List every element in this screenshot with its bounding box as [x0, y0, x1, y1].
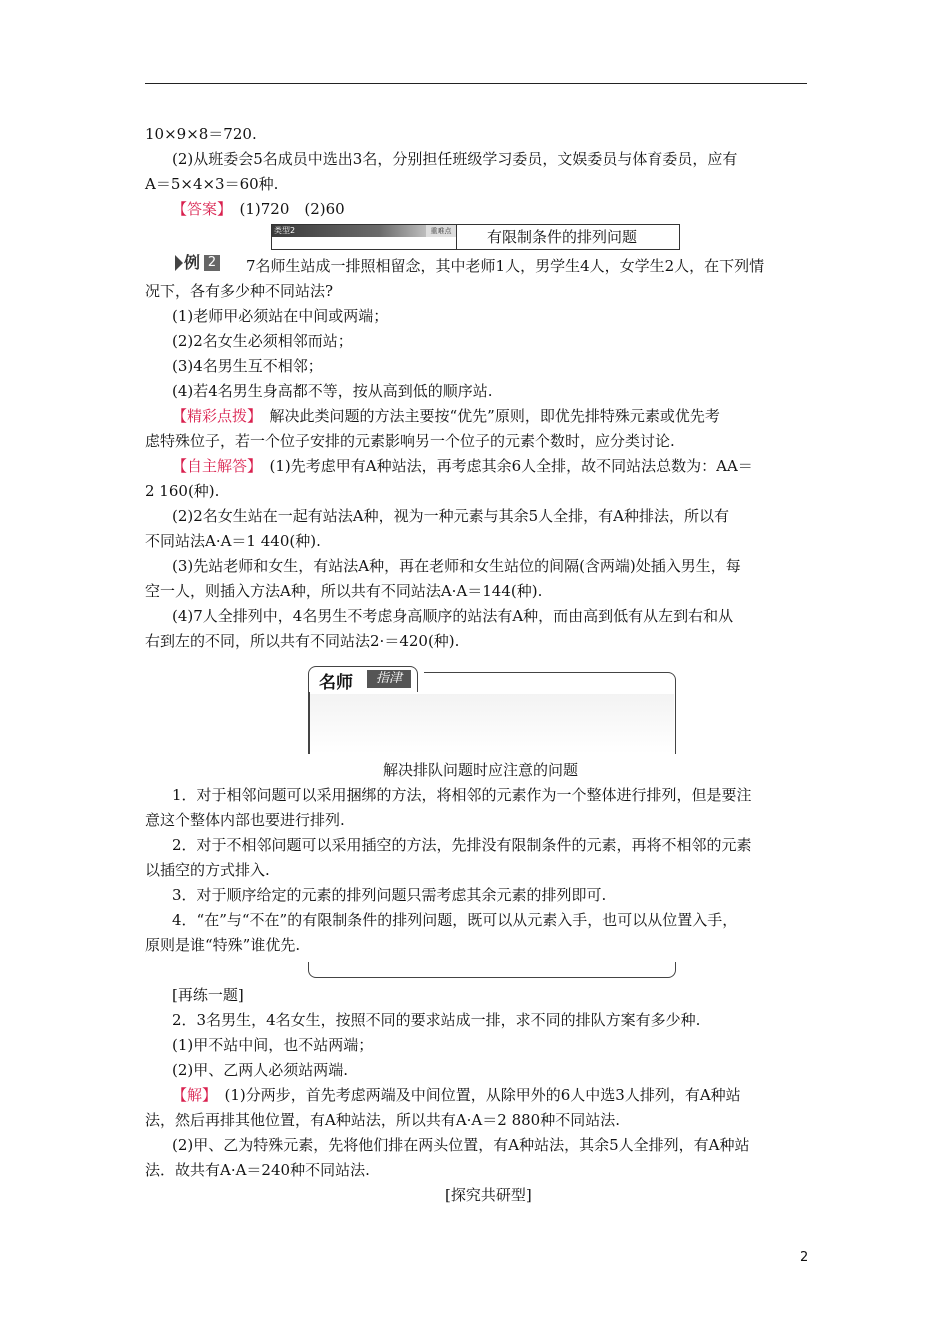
line-text: 2．对于不相邻问题可以采用插空的方法，先排没有限制条件的元素，再将不相邻的元素: [172, 836, 752, 854]
text-line: [172, 381, 493, 401]
text-line: [172, 199, 345, 219]
text-line: [145, 860, 270, 880]
line-text: 解决此类问题的方法主要按“优先”原则，即优先排特殊元素或优先考: [254, 407, 720, 425]
teacher-tips-right-border: [675, 692, 677, 754]
line-text: 空一人，则插入方法A种，所以共有不同站法A·A＝144(种).: [145, 582, 543, 600]
example-arrow-icon: [175, 255, 183, 271]
text-line: [172, 1035, 373, 1055]
example-number: 2: [204, 255, 220, 271]
line-text: (1)老师甲必须站在中间或两端；: [172, 307, 389, 325]
text-line: [145, 810, 345, 830]
line-text: 右到左的不同，所以共有不同站法2·＝420(种).: [145, 632, 460, 650]
line-text: 解决排队问题时应注意的问题: [383, 761, 579, 779]
teacher-tips-bottom-border: [308, 962, 676, 978]
text-line: [445, 1185, 532, 1205]
line-text: (2)甲、乙两人必须站两端.: [172, 1061, 349, 1079]
teacher-tips-box: [308, 666, 676, 754]
line-text: 不同站法A·A＝1 440(种).: [145, 532, 321, 550]
type-banner-separator: [456, 225, 457, 249]
text-line: [231, 256, 764, 276]
text-line: [172, 985, 244, 1005]
type-banner-end: 重难点: [426, 225, 456, 237]
text-line: [145, 531, 321, 551]
text-line: [172, 1135, 749, 1155]
line-text: 虑特殊位子，若一个位子安排的元素影响另一个位子的元素个数时，应分类讨论.: [145, 432, 675, 450]
line-text: (1)先考虑甲有A种站法，再考虑其余6人全排，故不同站法总数为：AA＝: [254, 457, 753, 475]
text-line: [145, 1110, 620, 1130]
teacher-tips-tab: [308, 666, 418, 692]
line-text: (3)4名男生互不相邻；: [172, 357, 323, 375]
text-line: [172, 910, 737, 930]
teacher-tips-subtitle: 指津: [367, 670, 411, 688]
section-label: 【自主解答】: [172, 457, 255, 475]
teacher-tips-title: 名师: [319, 673, 353, 693]
text-line: [145, 174, 278, 194]
text-line: [145, 581, 542, 601]
line-text: 2．3名男生，4名女生，按照不同的要求站成一排，求不同的排队方案有多少种.: [172, 1011, 701, 1029]
line-text: 4．“在”与“不在”的有限制条件的排列问题，既可以从元素入手，也可以从位置入手，: [172, 911, 738, 929]
text-line: [172, 356, 323, 376]
line-text: (2)从班委会5名成员中选出3名，分别担任班级学习委员，文娱委员与体育委员，应有: [172, 150, 738, 168]
type-banner: [271, 224, 680, 250]
line-text: (4)7人全排列中，4名男生不考虑身高顺序的站法有A种，而由高到低有从左到右和从: [172, 607, 734, 625]
text-line: [145, 124, 257, 144]
text-line: [145, 631, 459, 651]
type-banner-title: 有限制条件的排列问题: [487, 228, 638, 246]
text-line: [172, 885, 606, 905]
text-line: [145, 481, 219, 501]
type-banner-tag: 类型2: [274, 226, 296, 235]
teacher-tips-shade: [310, 694, 674, 754]
line-text: 1．对于相邻问题可以采用捆绑的方法，将相邻的元素作为一个整体进行排列，但是要注: [172, 786, 752, 804]
line-text: 况下，各有多少种不同站法?: [145, 282, 334, 300]
line-text: 原则是谁“特殊”谁优先.: [145, 936, 301, 954]
line-text: 3．对于顺序给定的元素的排列问题只需考虑其余元素的排列即可.: [172, 886, 607, 904]
line-text: (2)2名女生必须相邻而站；: [172, 332, 353, 350]
text-line: [383, 760, 578, 780]
text-line: [172, 785, 752, 805]
example-label: 例: [184, 253, 201, 272]
text-line: [145, 935, 300, 955]
text-line: [145, 431, 675, 451]
header-rule: [145, 83, 807, 84]
section-label: 【解】: [172, 1086, 210, 1104]
section-label: 【精彩点拨】: [172, 407, 255, 425]
type-banner-dark-strip: [272, 225, 426, 237]
line-text: [再练一题]: [172, 986, 244, 1004]
text-line: [172, 556, 741, 576]
text-line: [172, 456, 753, 476]
text-line: [145, 281, 333, 301]
line-text: (4)若4名男生身高都不等，按从高到低的顺序站.: [172, 382, 493, 400]
line-text: A＝5×4×3＝60种.: [145, 175, 279, 193]
page-number: 2: [800, 1250, 809, 1265]
line-text: 2 160(种).: [145, 482, 220, 500]
text-line: [172, 506, 729, 526]
text-line: [172, 306, 388, 326]
text-line: [172, 1085, 741, 1105]
line-text: [探究共研型]: [445, 1186, 532, 1204]
line-text: (2)甲、乙为特殊元素，先将他们排在两头位置，有A种站法，其余5人全排列，有A种站: [172, 1136, 750, 1154]
text-line: [172, 606, 733, 626]
text-line: [172, 331, 353, 351]
teacher-tips-left-border: [308, 692, 310, 754]
line-text: (1)分两步，首先考虑两端及中间位置，从除甲外的6人中选3人排列，有A种站: [209, 1086, 741, 1104]
text-line: [172, 1060, 348, 1080]
text-line: [172, 149, 737, 169]
line-text: 法．故共有A·A＝240种不同站法.: [145, 1161, 370, 1179]
text-line: [172, 406, 720, 426]
text-line: [172, 1010, 700, 1030]
teacher-tips-topline: [424, 672, 676, 692]
line-text: 法，然后再排其他位置，有A种站法，所以共有A·A＝2 880种不同站法.: [145, 1111, 620, 1129]
line-text: (1)720 (2)60: [224, 200, 345, 218]
section-label: 【答案】: [172, 200, 225, 218]
text-line: [145, 1160, 370, 1180]
line-text: (3)先站老师和女生，有站法A种，再在老师和女生站位的间隔(含两端)处插入男生，每: [172, 557, 741, 575]
line-text: (1)甲不站中间，也不站两端；: [172, 1036, 374, 1054]
line-text: 意这个整体内部也要进行排列.: [145, 811, 345, 829]
example-badge: [175, 253, 225, 273]
text-line: [172, 835, 752, 855]
line-text: 10×9×8＝720.: [145, 125, 257, 143]
line-text: (2)2名女生站在一起有站法A种，视为一种元素与其余5人全排，有A种排法，所以有: [172, 507, 730, 525]
line-text: 7名师生站成一排照相留念，其中老师1人，男学生4人，女学生2人，在下列情: [231, 257, 765, 275]
line-text: 以插空的方式排入.: [145, 861, 270, 879]
